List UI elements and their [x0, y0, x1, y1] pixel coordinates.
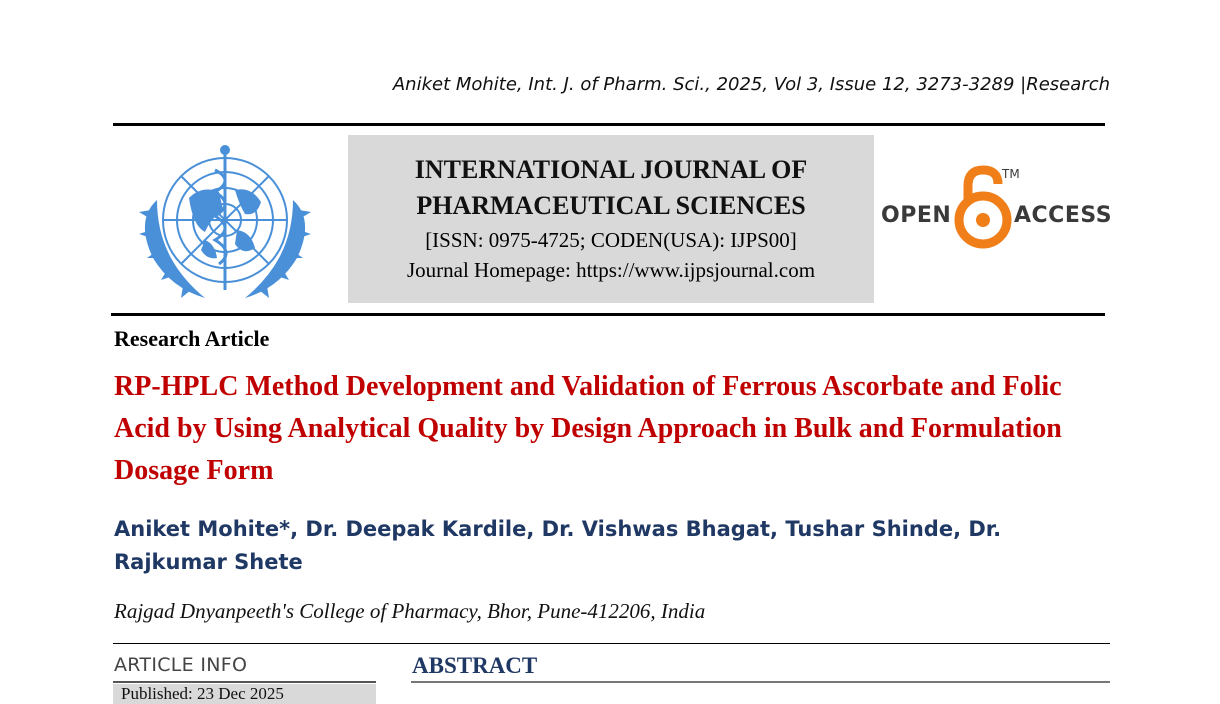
author-list: Aniket Mohite*, Dr. Deepak Kardile, Dr. Vishwas Bhagat, Tushar Shinde, Dr. Rajkumar Shete	[114, 517, 1002, 574]
un-emblem-icon	[127, 140, 323, 306]
abstract-rule	[411, 681, 1110, 683]
journal-title-line2: PHARMACEUTICAL SCIENCES	[416, 191, 806, 220]
article-info-heading: ARTICLE INFO	[114, 654, 248, 676]
open-access-word-open: OPEN	[881, 203, 952, 228]
journal-masthead	[348, 135, 874, 303]
journal-citation: Aniket Mohite, Int. J. of Pharm. Sci., 2025, Vol 3, Issue 12, 3273-3289 |Research	[392, 74, 1110, 95]
open-lock-icon	[952, 162, 1014, 254]
published-date: Published: 23 Dec 2025	[121, 684, 284, 703]
header-bottom-rule	[111, 313, 1105, 316]
open-access-word-access: ACCESS	[1014, 203, 1113, 228]
header-top-rule	[113, 123, 1105, 126]
article-info-rule	[113, 681, 376, 683]
journal-homepage: Journal Homepage: https://www.ijpsjournal.com	[406, 258, 816, 282]
abstract-heading: ABSTRACT	[412, 653, 538, 678]
article-info-box	[113, 684, 376, 704]
trademark-symbol: TM	[1002, 167, 1020, 181]
section-divider	[113, 643, 1110, 644]
journal-title-line1: INTERNATIONAL JOURNAL OF	[414, 155, 808, 184]
open-access-logo	[878, 162, 1113, 254]
author-affiliation: Rajgad Dnyanpeeth's College of Pharmacy, Bhor, Pune-412206, India	[114, 599, 706, 623]
journal-issn: [ISSN: 0975-4725; CODEN(USA): IJPS00]	[425, 228, 797, 252]
article-title: RP-HPLC Method Development and Validation of Ferrous Ascorbate and Folic Acid by Using Analytical Quality by Design Approach in Bulk and Formulation Dosage Form	[114, 371, 1062, 486]
article-type: Research Article	[114, 326, 270, 351]
